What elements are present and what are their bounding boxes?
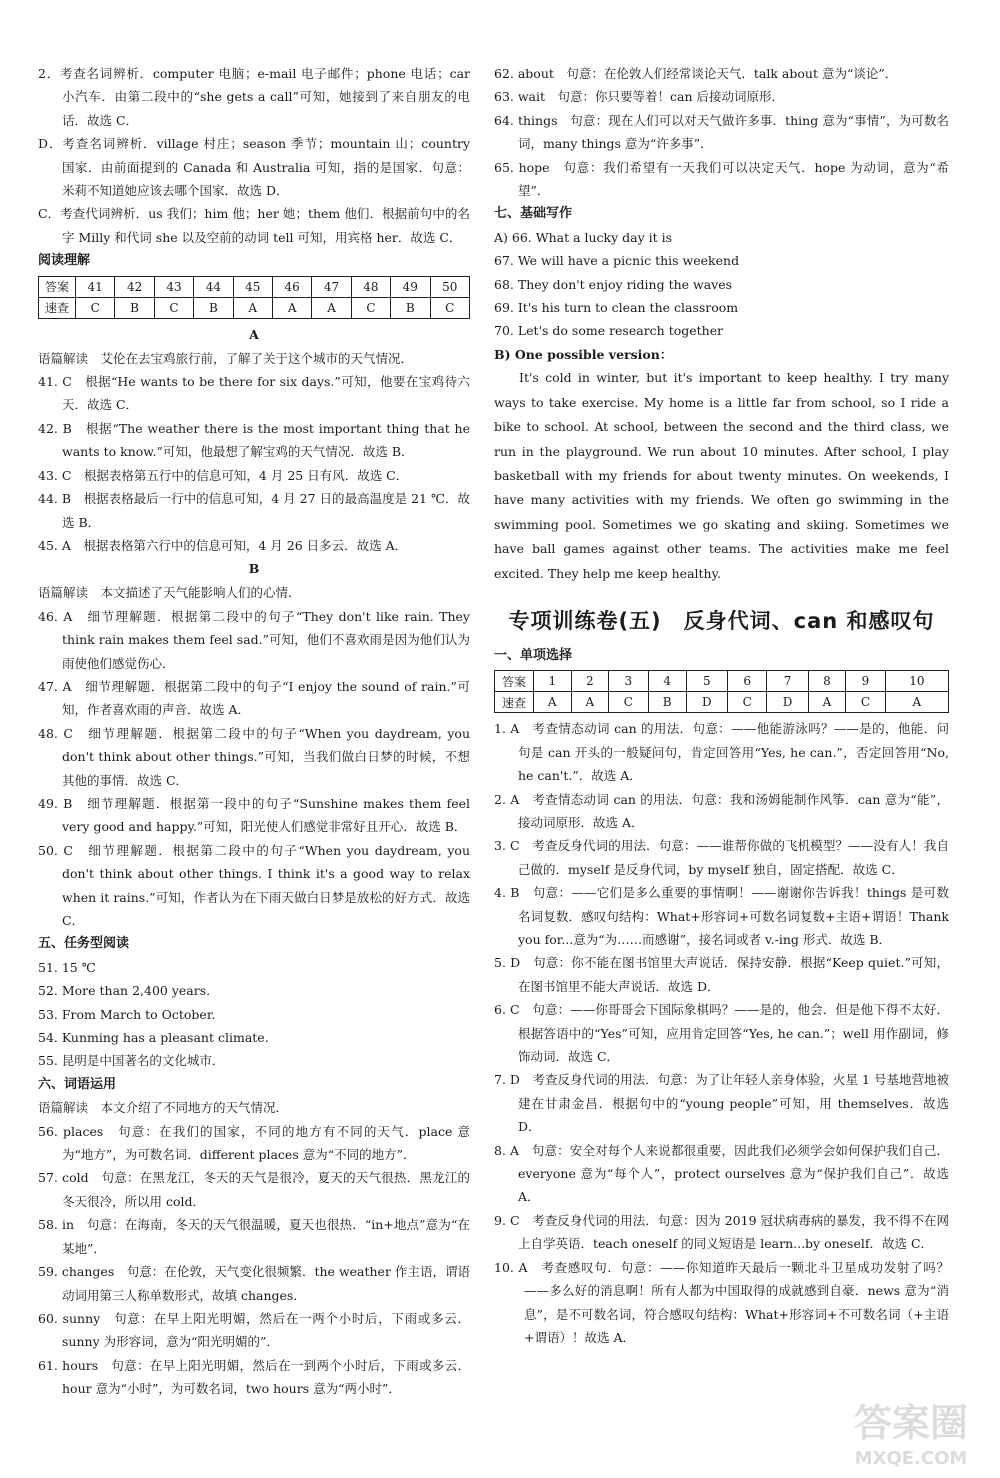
passage-summary: 语篇解读 本文介绍了不同地方的天气情况． bbox=[38, 1100, 289, 1116]
answer-explanation: 3. C 考查反身代词的用法．句意：——谁帮你做的飞机模型？——没有人！我自己做的．myself 是反身代词，by myself 独自，固定搭配．故选 C． bbox=[494, 838, 949, 877]
answer-item: 55. 昆明是中国著名的文化城市． bbox=[38, 1053, 225, 1069]
answer-explanation: 8. A 句意：安全对每个人来说都很重要，因此我们必须学会如何保护我们自己．everyone 意为“每个人”，protect ourselves 意为“保护我们自己”．故选 A． bbox=[494, 1142, 949, 1205]
table-cell: 48 bbox=[351, 276, 390, 297]
answer-explanation: 2．考查名词辨析．computer 电脑；e-mail 电子邮件；phone 电话；car 小汽车．由第二段中的“she gets a call”可知，她接到了来自朋友的电话．故选 C． bbox=[38, 66, 470, 128]
table-cell: 2 bbox=[571, 671, 609, 692]
answer-explanation: 58. in 句意：在海南，冬天的天气很温暖，夏天也很热．“in+地点”意为“在某地”． bbox=[38, 1217, 470, 1256]
table-cell: C bbox=[727, 692, 767, 713]
sample-essay: It's cold in winter, but it's important to keep healthy. I try many ways to take exercise. My home is a little far from school, so I ride a bike to school. At school, between the second and the third class, we run in the playground. We run about 10 minutes. After school, I play basketball with my friends for about twenty minutes. On weekends, I have many activities with my friends. We often go swimming in the swimming pool. Sometimes we go skating and skiing. Sometimes we have ball games against other teams. The activities make me feel excited. They help me keep healthy. bbox=[494, 370, 949, 581]
table-cell: B bbox=[194, 297, 233, 318]
table-cell: 8 bbox=[808, 671, 846, 692]
table-row bbox=[495, 671, 949, 692]
table-cell: D bbox=[767, 692, 808, 713]
answer-explanation: 1. A 考查情态动词 can 的用法．句意：——他能游泳吗？——是的，他能．问句是 can 开头的一般疑问句，肯定回答用“Yes, he can.”，否定回答用“No, he can't.”．故选 A． bbox=[494, 721, 949, 784]
table-cell: C bbox=[846, 692, 886, 713]
answer-explanation: 61. hours 句意：在早上阳光明媚，然后在一到两个小时后，下雨或多云．hour 意为“小时”，为可数名词，two hours 意为“两小时”． bbox=[38, 1357, 470, 1397]
table-row bbox=[39, 276, 470, 297]
sample-essay-label: B) One possible version： bbox=[494, 346, 673, 362]
table-cell: 43 bbox=[154, 276, 193, 297]
table-cell: 44 bbox=[194, 276, 233, 297]
table-cell: 45 bbox=[233, 276, 272, 297]
table-cell: 5 bbox=[686, 671, 727, 692]
answer-explanation: 47. A 细节理解题．根据第二段中的句子“I enjoy the sound of rain.”可知，作者喜欢雨的声音．故选 A． bbox=[38, 678, 470, 718]
answer-explanation: 44. B 根据表格最后一行中的信息可知，4 月 27 日的最高温度是 21 ℃．故选 B． bbox=[38, 491, 470, 530]
table-cell: C bbox=[351, 297, 390, 318]
answer-item: 68. They don't enjoy riding the waves bbox=[494, 276, 733, 292]
table-cell: 6 bbox=[727, 671, 767, 692]
watermark-logo bbox=[836, 1390, 986, 1472]
answer-explanation: 64. things 句意：现在人们可以对天气做许多事．thing 意为“事情”，为可数名词，many things 意为“许多事”． bbox=[494, 112, 949, 152]
answer-explanation: 65. hope 句意：我们希望有一天我们可以决定天气．hope 为动词，意为“希望”． bbox=[494, 159, 949, 199]
table-cell: 答案 bbox=[39, 276, 76, 297]
section-heading-single-choice: 一、单项选择 bbox=[494, 647, 573, 663]
table-cell: 47 bbox=[312, 276, 351, 297]
answer-item: 52. More than 2,400 years. bbox=[38, 983, 211, 999]
answer-explanation: 4. B 句意：——它们是多么重要的事情啊！——谢谢你告诉我！things 是可数名词复数．感叹句结构：What+形容词+可数名词复数+主语+谓语！Thank you for...意为“为……而感谢”，接名词或者 v.-ing 形式．故选 B． bbox=[494, 885, 949, 947]
table-cell: C bbox=[76, 297, 115, 318]
table-cell: A bbox=[233, 297, 272, 318]
table-cell: 42 bbox=[115, 276, 154, 297]
table-cell: 50 bbox=[430, 276, 469, 297]
table-cell: 3 bbox=[609, 671, 649, 692]
answer-explanation: 49. B 细节理解题．根据第一段中的句子“Sunshine makes them feel very good and happy.”可知，阳光使人们感觉非常好且开心．故选 B． bbox=[38, 795, 470, 835]
watermark-url: MXQE.COM bbox=[854, 1448, 968, 1469]
table-cell: 1 bbox=[534, 671, 572, 692]
answer-item: 67. We will have a picnic this weekend bbox=[494, 253, 740, 269]
answer-item: A) 66. What a lucky day it is bbox=[494, 229, 673, 245]
section-heading-task-reading: 五、任务型阅读 bbox=[38, 936, 130, 952]
answer-explanation: C．考查代词辨析．us 我们；him 他；her 她；them 他们．根据前句中的名字 Milly 和代词 she 以及空前的动词 tell 可知，用宾格 her．故选 C． bbox=[38, 206, 470, 245]
answer-explanation: 45. A 根据表格第六行中的信息可知，4 月 26 日多云．故选 A． bbox=[38, 537, 408, 553]
table-cell: A bbox=[808, 692, 846, 713]
table-cell: B bbox=[115, 297, 154, 318]
answer-explanation: 59. changes 句意：在伦敦，天气变化很频繁．the weather 作主语，谓语动词用第三人称单数形式，故填 changes． bbox=[38, 1264, 470, 1303]
table-cell: B bbox=[648, 692, 686, 713]
answer-explanation: 41. C 根据“He wants to be there for six days.”可知，他要在宝鸡待六天．故选 C． bbox=[38, 374, 470, 413]
answer-explanation: 57. cold 句意：在黑龙江，冬天的天气是很冷，夏天的天气很热．黑龙江的冬天很冷，所以用 cold． bbox=[38, 1170, 470, 1209]
answer-explanation: 2. A 考查情态动词 can 的用法．句意：我和汤姆能制作风筝．can 意为“能”，接动词原形．故选 A． bbox=[494, 791, 949, 830]
table-cell: A bbox=[571, 692, 609, 713]
table-cell: 答案 bbox=[495, 671, 534, 692]
table-cell: 10 bbox=[885, 671, 948, 692]
answer-explanation: 48. C 细节理解题．根据第二段中的句子“When you daydream, you don't think about other things.”可知，当我们做白日梦的时候，不想其他的事情．故选 C． bbox=[38, 725, 470, 788]
answer-item: 53. From March to October. bbox=[38, 1006, 216, 1022]
answer-explanation: 56. places 句意：在我们的国家，不同的地方有不同的天气．place 意为“地方”，为可数名词．different places 意为“不同的地方”． bbox=[38, 1123, 470, 1163]
passage-summary: 语篇解读 本文描述了天气能影响人们的心情． bbox=[38, 585, 301, 601]
answer-explanation: D．考查名词辨析．village 村庄；season 季节；mountain 山；country 国家．由前面提到的 Canada 和 Australia 可知，指的是国家．句意：米莉不知道她应该去哪个国家．故选 D． bbox=[38, 136, 470, 199]
table-cell: C bbox=[154, 297, 193, 318]
passage-summary: 语篇解读 艾伦在去宝鸡旅行前，了解了关于这个城市的天气情况． bbox=[38, 350, 414, 366]
answer-explanation: 5. D 句意：你不能在图书馆里大声说话．保持安静．根据“Keep quiet.”可知，在图书馆里不能大声说话．故选 D． bbox=[494, 955, 949, 994]
table-cell: 7 bbox=[767, 671, 808, 692]
answer-item: 51. 15 ℃ bbox=[38, 959, 96, 975]
left-column bbox=[38, 62, 470, 1401]
table-cell: C bbox=[430, 297, 469, 318]
answer-table-1-10 bbox=[494, 670, 949, 713]
answer-explanation: 10. A 考查感叹句．句意：——你知道昨天最后一颗北斗卫星成功发射了吗？——多么好的消息啊！所有人都为中国取得的成就感到自豪．news 意为“消息”，是不可数名词，符合感叹句结构：What+形容词+不可数名词（+主语+谓语）！故选 A． bbox=[494, 1259, 949, 1345]
table-cell: A bbox=[885, 692, 948, 713]
answer-explanation: 63. wait 句意：你只要等着！can 后接动词原形． bbox=[494, 89, 785, 105]
section-heading-writing: 七、基础写作 bbox=[494, 206, 573, 222]
watermark-logo-icon bbox=[836, 1390, 986, 1472]
answer-explanation: 60. sunny 句意：在早上阳光明媚，然后在一两个小时后，下雨或多云．sunny 为形容词，意为“阳光明媚的”． bbox=[38, 1310, 470, 1350]
answer-explanation: 46. A 细节理解题．根据第二段中的句子“They don't like rain. They think rain makes them feel sad.”可知，他们不喜欢雨是因为他们认为雨使他们感觉伤心． bbox=[38, 608, 470, 671]
table-cell: 4 bbox=[648, 671, 686, 692]
answer-explanation: 43. C 根据表格第五行中的信息可知，4 月 25 日有风．故选 C． bbox=[38, 467, 409, 483]
section-heading-reading: 阅读理解 bbox=[38, 253, 91, 269]
answer-explanation: 42. B 根据“The weather there is the most important thing that he wants to know.”可知，他最想了解宝鸡的天气情况．故选 B． bbox=[38, 420, 470, 460]
answer-explanation: 50. C 细节理解题．根据第二段中的句子“When you daydream, you don't think about other things. I think it's a good way to relax when it rains.”可知，作者认为在下雨天做白日梦是放松的好方式．故选 C． bbox=[38, 842, 470, 928]
table-cell: A bbox=[312, 297, 351, 318]
page-title: 专项训练卷(五) 反身代词、can 和感叹句 bbox=[508, 608, 935, 633]
answer-table-41-50 bbox=[38, 276, 470, 319]
table-cell: 9 bbox=[846, 671, 886, 692]
answer-explanation: 62. about 句意：在伦敦人们经常谈论天气．talk about 意为“谈论”． bbox=[494, 66, 898, 81]
answer-item: 69. It's his turn to clean the classroom bbox=[494, 300, 739, 316]
table-cell: 41 bbox=[76, 276, 115, 297]
table-cell: 46 bbox=[272, 276, 311, 297]
table-cell: A bbox=[272, 297, 311, 318]
table-cell: C bbox=[609, 692, 649, 713]
table-cell: 49 bbox=[391, 276, 430, 297]
answer-item: 54. Kunming has a pleasant climate. bbox=[38, 1030, 269, 1046]
answer-explanation: 7. D 考查反身代词的用法．句意：为了让年轻人亲身体验，火星 1 号基地营地被建在甘肃金昌．根据句中的“young people”可知，用 themselves．故选 D． bbox=[494, 1072, 949, 1135]
table-cell: D bbox=[686, 692, 727, 713]
answer-explanation: 6. C 句意：——你哥哥会下国际象棋吗？——是的，他会．但是他下得不太好．根据答语中的“Yes”可知，应用肯定回答“Yes, he can.”；well 用作副词，修饰动词．故选 C． bbox=[494, 1002, 949, 1065]
passage-label-a: A bbox=[249, 326, 259, 342]
section-heading-word-use: 六、词语运用 bbox=[38, 1076, 117, 1092]
watermark-text: 答案圈 bbox=[853, 1401, 969, 1445]
answer-item: 70. Let's do some research together bbox=[494, 323, 724, 339]
table-row bbox=[495, 692, 949, 713]
right-column bbox=[494, 62, 949, 1349]
answer-explanation: 9. C 考查反身代词的用法．句意：因为 2019 冠状病毒病的暴发，我不得不在网上自学英语．teach oneself 的同义短语是 learn...by oneself．故选 C． bbox=[494, 1212, 949, 1252]
table-cell: 速查 bbox=[39, 297, 76, 318]
table-cell: 速查 bbox=[495, 692, 534, 713]
table-cell: A bbox=[534, 692, 572, 713]
table-cell: B bbox=[391, 297, 430, 318]
passage-label-b: B bbox=[248, 561, 260, 577]
table-row bbox=[39, 297, 470, 318]
